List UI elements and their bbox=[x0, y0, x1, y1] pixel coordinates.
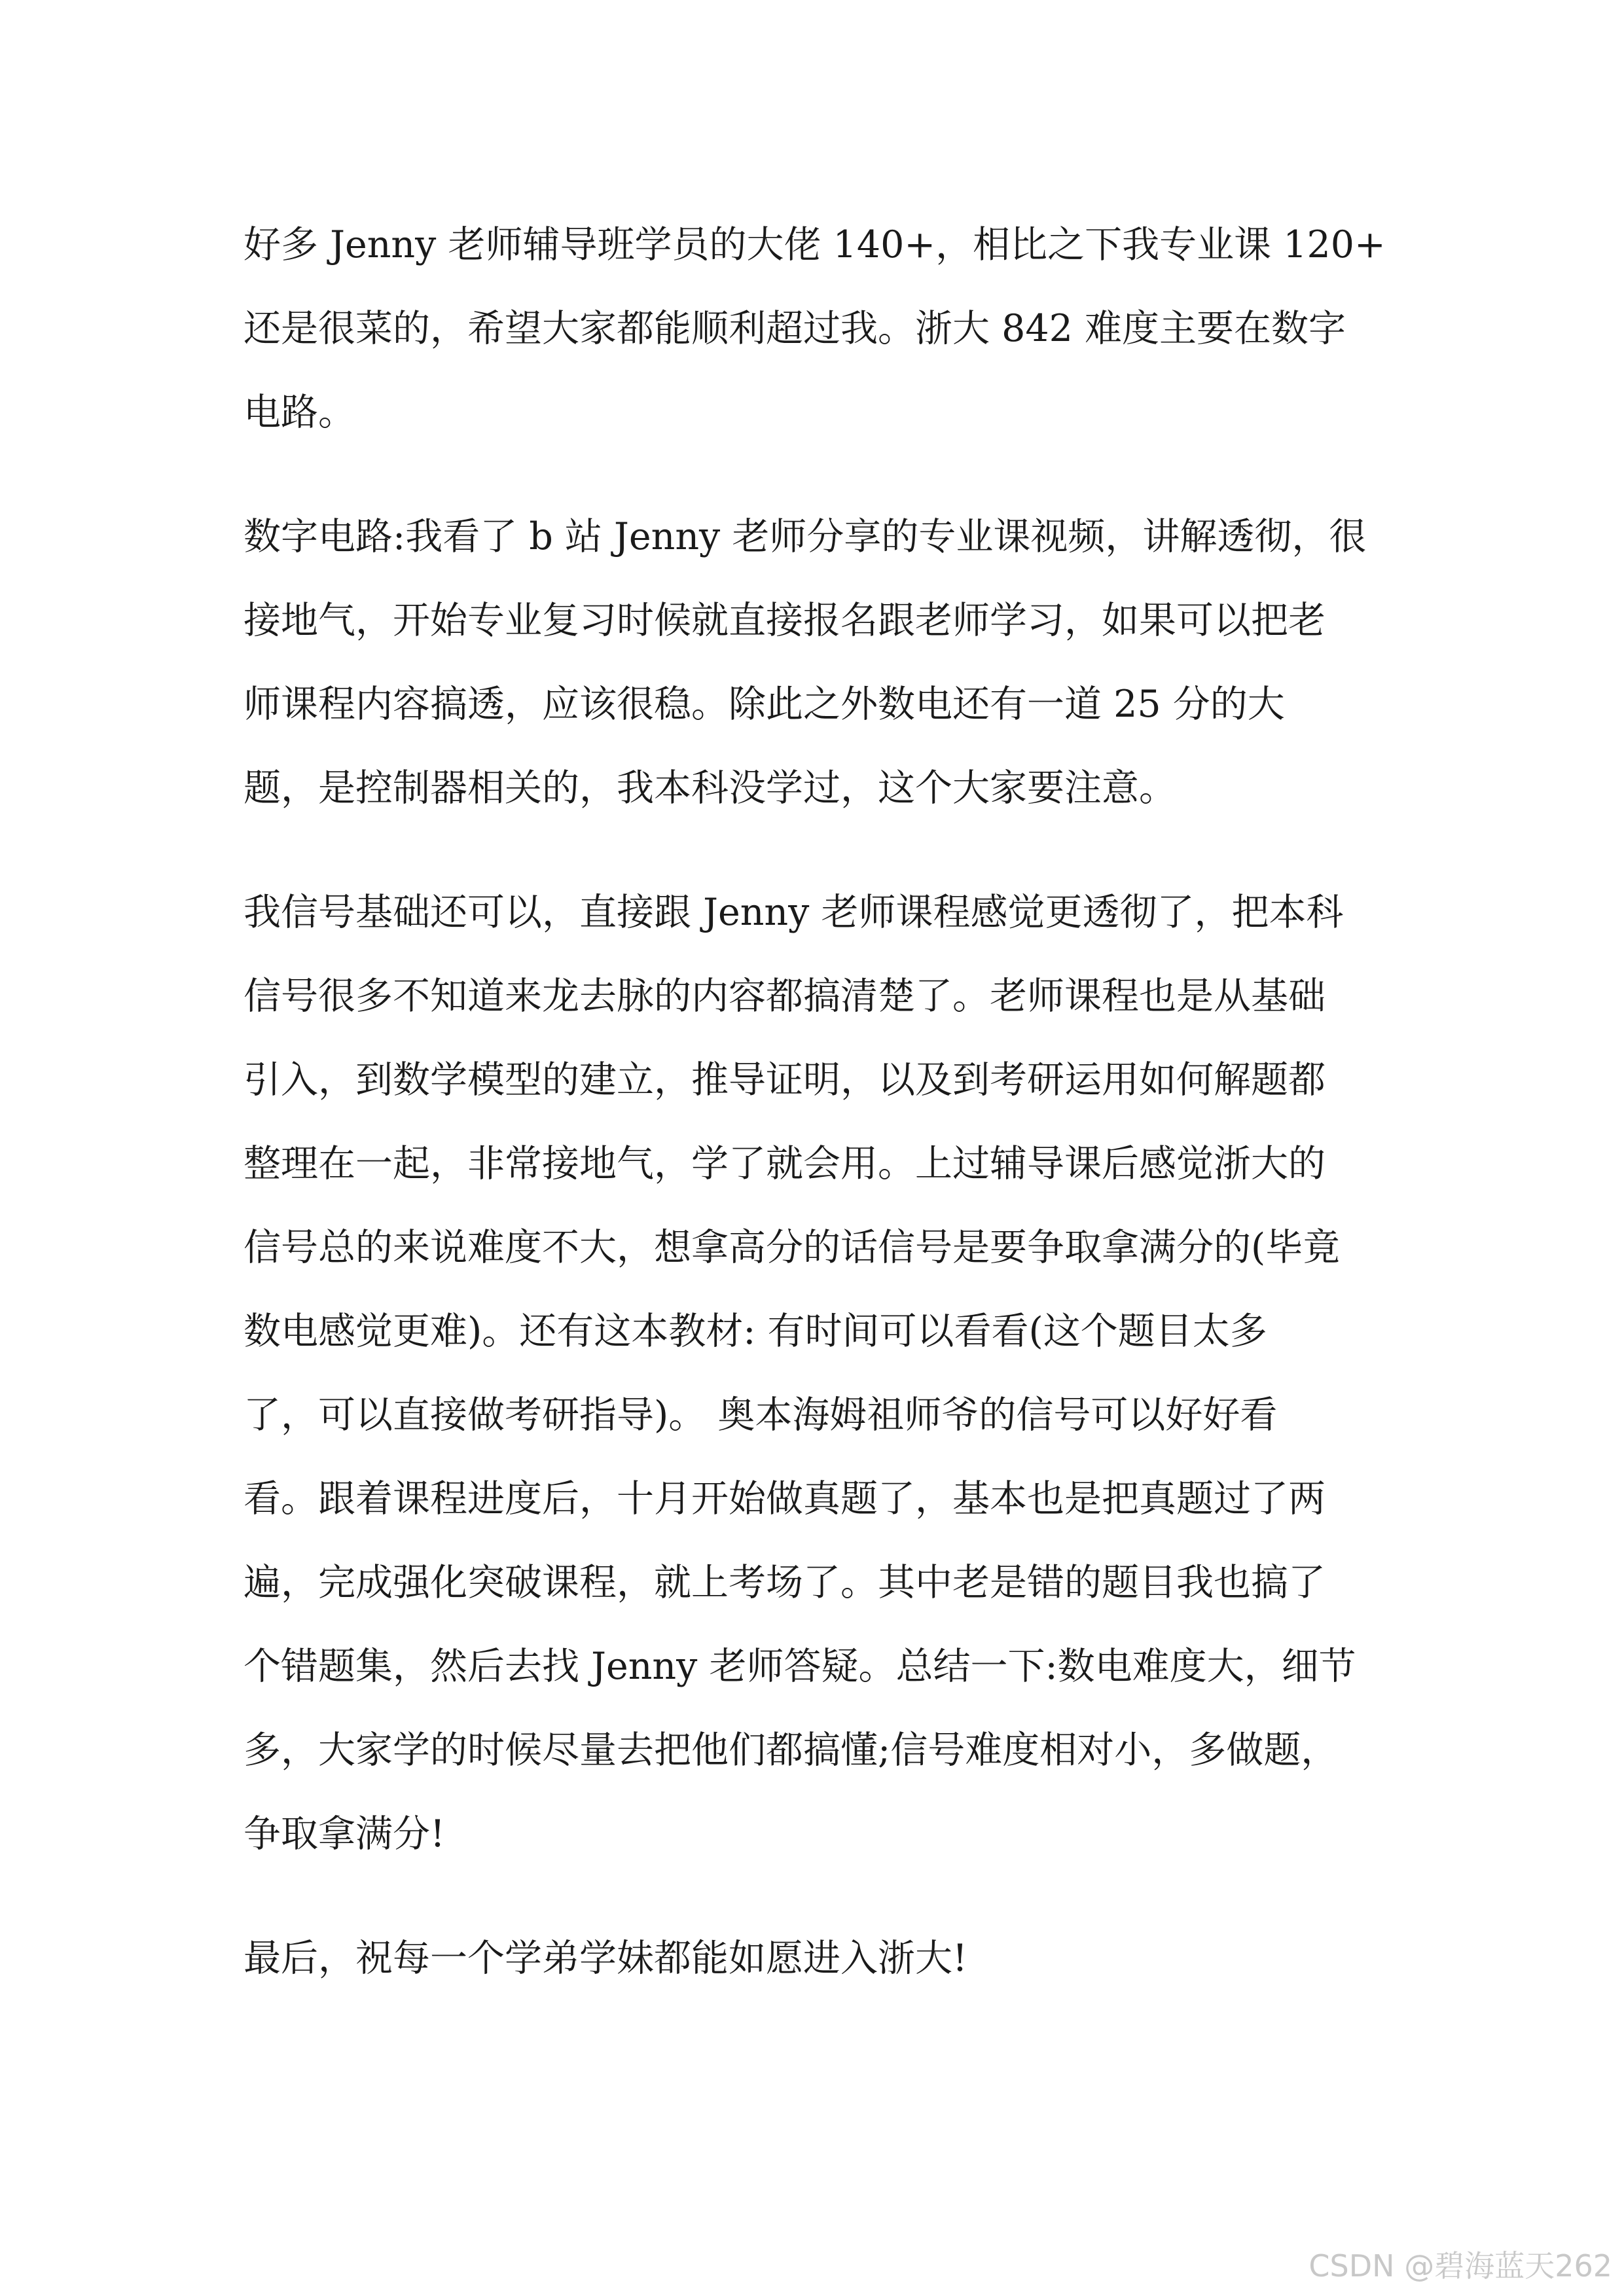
text-line: 我信号基础还可以，直接跟 Jenny 老师课程感觉更透彻了，把本科 bbox=[244, 891, 1344, 934]
text-line: 信号很多不知道来龙去脉的内容都搞清楚了。老师课程也是从基础 bbox=[244, 975, 1326, 1018]
text-line: 争取拿满分! bbox=[244, 1812, 445, 1856]
text-line: 数字电路:我看了 b 站 Jenny 老师分享的专业课视频，讲解透彻，很 bbox=[244, 515, 1367, 558]
text-line: 师课程内容搞透，应该很稳。除此之外数电还有一道 25 分的大 bbox=[244, 683, 1285, 726]
text-line: 题，是控制器相关的，我本科没学过，这个大家要注意。 bbox=[244, 766, 1176, 810]
text-line: 信号总的来说难度不大，想拿高分的话信号是要争取拿满分的(毕竟 bbox=[244, 1226, 1341, 1269]
paragraph-4 bbox=[244, 1916, 1369, 2000]
text-line: 个错题集，然后去找 Jenny 老师答疑。总结一下:数电难度大，细节 bbox=[244, 1645, 1356, 1688]
paragraph-3 bbox=[244, 870, 1369, 1876]
paragraph-2 bbox=[244, 495, 1369, 830]
text-line: 电路。 bbox=[244, 391, 355, 434]
csdn-watermark: CSDN @碧海蓝天262 bbox=[1308, 2248, 1612, 2284]
document-body bbox=[244, 203, 1386, 2000]
text-line: 遍，完成强化突破课程，就上考场了。其中老是错的题目我也搞了 bbox=[244, 1561, 1326, 1604]
paragraph-1 bbox=[244, 203, 1386, 454]
text-line: 还是很菜的，希望大家都能顺利超过我。浙大 842 难度主要在数字 bbox=[244, 307, 1346, 350]
text-line: 数电感觉更难)。还有这本教材: 有时间可以看看(这个题目太多 bbox=[244, 1310, 1267, 1353]
text-line: 好多 Jenny 老师辅导班学员的大佬 140+，相比之下我专业课 120+ bbox=[244, 223, 1386, 266]
text-line: 引入，到数学模型的建立，推导证明，以及到考研运用如何解题都 bbox=[244, 1058, 1326, 1102]
text-line: 最后，祝每一个学弟学妹都能如愿进入浙大! bbox=[244, 1937, 967, 1980]
text-line: 整理在一起，非常接地气，学了就会用。上过辅导课后感觉浙大的 bbox=[244, 1142, 1326, 1185]
text-line: 多，大家学的时候尽量去把他们都搞懂;信号难度相对小，多做题， bbox=[244, 1729, 1339, 1772]
text-line: 了，可以直接做考研指导)。 奥本海姆祖师爷的信号可以好好看 bbox=[244, 1393, 1278, 1437]
text-line: 看。跟着课程进度后，十月开始做真题了，基本也是把真题过了两 bbox=[244, 1477, 1326, 1520]
text-line: 接地气，开始专业复习时候就直接报名跟老师学习，如果可以把老 bbox=[244, 599, 1326, 642]
